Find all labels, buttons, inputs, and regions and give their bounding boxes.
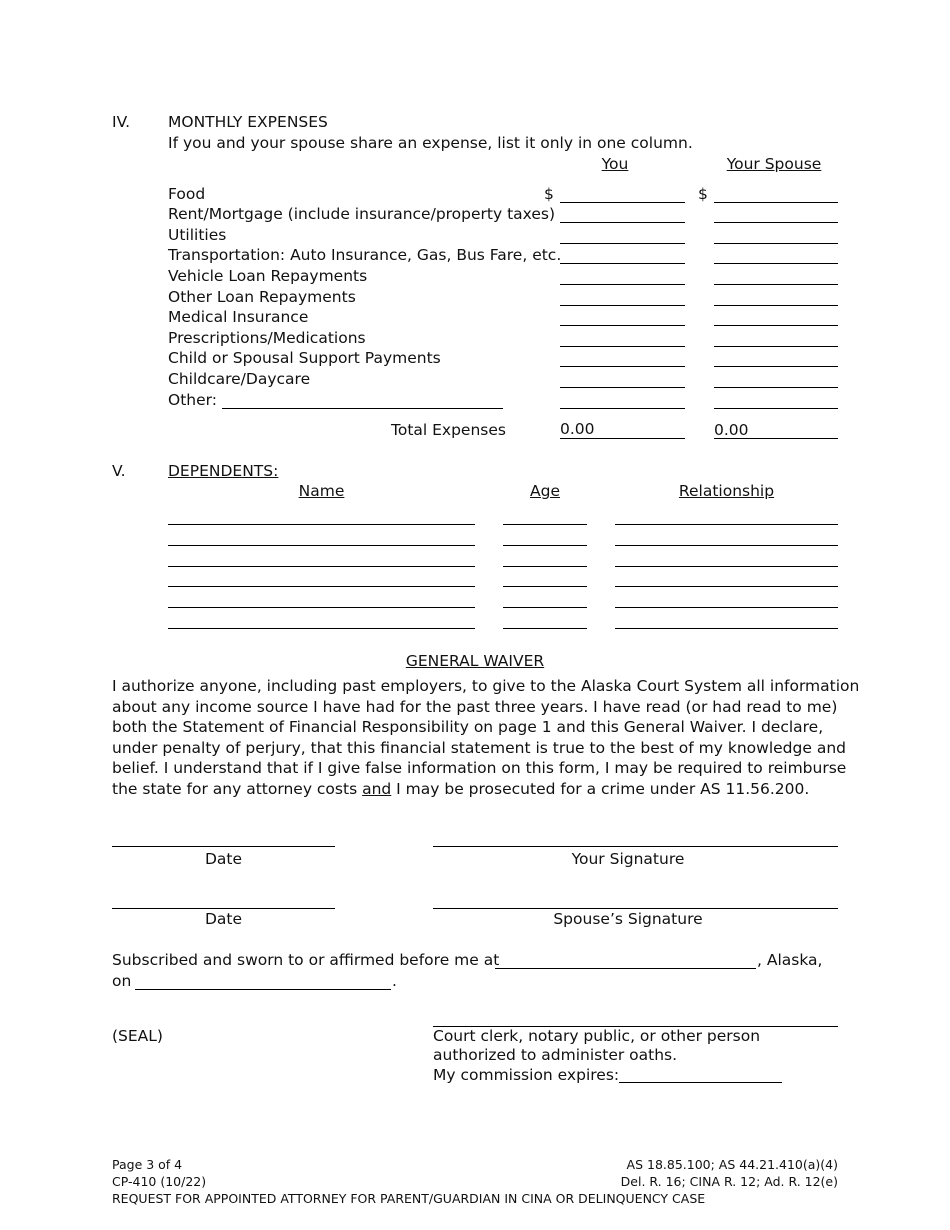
support-payments-you-field[interactable]	[560, 366, 685, 367]
monthly-expenses-instruction: If you and your spouse share an expense, list it only in one column.	[168, 134, 693, 152]
column-header-name: Name	[298, 482, 345, 500]
childcare-you-field[interactable]	[560, 387, 685, 388]
dependent-relationship-field[interactable]	[615, 545, 838, 546]
total-expenses-spouse[interactable]: 0.00	[714, 421, 838, 439]
support-payments-spouse-field[interactable]	[714, 366, 838, 367]
commission-expires-label: My commission expires:	[433, 1066, 620, 1084]
waiver-text-and: and	[362, 779, 392, 798]
sworn-location-field[interactable]	[495, 968, 756, 969]
vehicle-loan-you-field[interactable]	[560, 284, 685, 285]
footer-statutes: AS 18.85.100; AS 44.21.410(a)(4)	[626, 1157, 838, 1172]
seal-label: (SEAL)	[112, 1027, 163, 1045]
date-label: Date	[204, 850, 243, 868]
waiver-text-part2: I may be prosecuted for a crime under AS 11.56.200.	[391, 779, 810, 798]
expense-label-food: Food	[168, 185, 206, 203]
total-expenses-you[interactable]: 0.00	[560, 420, 685, 439]
expense-label-vehicle-loan: Vehicle Loan Repayments	[168, 267, 368, 285]
childcare-spouse-field[interactable]	[714, 387, 838, 388]
dependent-age-field[interactable]	[503, 586, 587, 587]
medical-insurance-you-field[interactable]	[560, 325, 685, 326]
prescriptions-you-field[interactable]	[560, 346, 685, 347]
expense-label-utilities: Utilities	[168, 226, 227, 244]
column-header-spouse: Your Spouse	[726, 155, 822, 173]
dependent-age-field[interactable]	[503, 566, 587, 567]
dependent-age-field[interactable]	[503, 545, 587, 546]
column-header-relationship: Relationship	[678, 482, 775, 500]
dependents-heading: DEPENDENTS:	[168, 462, 279, 480]
expense-label-childcare: Childcare/Daycare	[168, 370, 311, 388]
footer-rules: Del. R. 16; CINA R. 12; Ad. R. 12(e)	[620, 1174, 838, 1189]
your-signature-line[interactable]	[433, 846, 838, 847]
other-description-field[interactable]	[222, 408, 503, 409]
dependent-age-field[interactable]	[503, 607, 587, 608]
expense-label-transportation: Transportation: Auto Insurance, Gas, Bus Fare, etc.	[168, 246, 562, 264]
currency-spouse: $	[698, 185, 708, 203]
sworn-statement-text: Subscribed and sworn to or affirmed before me at	[112, 951, 500, 969]
monthly-expenses-heading: MONTHLY EXPENSES	[168, 113, 328, 131]
section-number-v: V.	[112, 462, 126, 480]
dependent-relationship-field[interactable]	[615, 628, 838, 629]
column-header-age: Age	[530, 482, 560, 500]
footer-form-title: REQUEST FOR APPOINTED ATTORNEY FOR PARENT/GUARDIAN IN CINA OR DELINQUENCY CASE	[112, 1191, 706, 1206]
dependent-name-field[interactable]	[168, 607, 475, 608]
expense-label-prescriptions: Prescriptions/Medications	[168, 329, 366, 347]
vehicle-loan-spouse-field[interactable]	[714, 284, 838, 285]
transportation-spouse-field[interactable]	[714, 263, 838, 264]
column-header-you: You	[601, 155, 629, 173]
dependent-age-field[interactable]	[503, 524, 587, 525]
total-expenses-label: Total Expenses	[391, 421, 506, 439]
expense-label-other: Other:	[168, 391, 217, 409]
sworn-alaska-text: , Alaska,	[757, 951, 823, 969]
dependent-name-field[interactable]	[168, 545, 475, 546]
sworn-date-field[interactable]	[135, 989, 391, 990]
dependent-name-field[interactable]	[168, 566, 475, 567]
other-spouse-field[interactable]	[714, 408, 838, 409]
footer-page-number: Page 3 of 4	[112, 1157, 183, 1172]
dependent-age-field[interactable]	[503, 628, 587, 629]
dependent-relationship-field[interactable]	[615, 586, 838, 587]
food-spouse-field[interactable]	[714, 202, 838, 203]
expense-label-other-loan: Other Loan Repayments	[168, 288, 356, 306]
your-signature-label: Your Signature	[571, 850, 685, 868]
food-you-field[interactable]	[560, 202, 685, 203]
commission-expires-field[interactable]	[619, 1082, 782, 1083]
utilities-spouse-field[interactable]	[714, 243, 838, 244]
other-loan-you-field[interactable]	[560, 305, 685, 306]
expense-label-medical-insurance: Medical Insurance	[168, 308, 309, 326]
sworn-on-text: on	[112, 972, 132, 990]
spouse-date-label: Date	[204, 910, 243, 928]
general-waiver-text	[112, 676, 864, 800]
dependent-name-field[interactable]	[168, 524, 475, 525]
currency-you: $	[544, 185, 554, 203]
rent-spouse-field[interactable]	[714, 222, 838, 223]
expense-label-rent: Rent/Mortgage (include insurance/property taxes)	[168, 205, 556, 223]
dependent-relationship-field[interactable]	[615, 607, 838, 608]
medical-insurance-spouse-field[interactable]	[714, 325, 838, 326]
dependent-name-field[interactable]	[168, 628, 475, 629]
footer-form-number: CP-410 (10/22)	[112, 1174, 207, 1189]
other-you-field[interactable]	[560, 408, 685, 409]
date-signature-line[interactable]	[112, 846, 335, 847]
dependent-name-field[interactable]	[168, 586, 475, 587]
spouse-signature-label: Spouse’s Signature	[553, 910, 703, 928]
rent-you-field[interactable]	[560, 222, 685, 223]
general-waiver-heading: GENERAL WAIVER	[405, 652, 545, 670]
prescriptions-spouse-field[interactable]	[714, 346, 838, 347]
notary-title-line2: authorized to administer oaths.	[433, 1046, 678, 1064]
expense-label-support-payments: Child or Spousal Support Payments	[168, 349, 441, 367]
utilities-you-field[interactable]	[560, 243, 685, 244]
transportation-you-field[interactable]	[560, 263, 685, 264]
dependent-relationship-field[interactable]	[615, 566, 838, 567]
other-loan-spouse-field[interactable]	[714, 305, 838, 306]
dependent-relationship-field[interactable]	[615, 524, 838, 525]
sworn-period: .	[392, 972, 397, 990]
notary-title-line1: Court clerk, notary public, or other person	[433, 1027, 761, 1045]
section-number-iv: IV.	[112, 113, 131, 131]
waiver-text-part1: I authorize anyone, including past employers, to give to the Alaska Court System all information about any income source I have had for the past three years. I have read (or had read to me) both the Statement of Financial Responsibility on page 1 and this General Waiver. I declare, under penalty of perjury, that this financial statement is true to the best of my knowledge and belief. I understand that if I give false information on this form, I may be required to reimburse the state for any attorney costs	[112, 677, 860, 798]
